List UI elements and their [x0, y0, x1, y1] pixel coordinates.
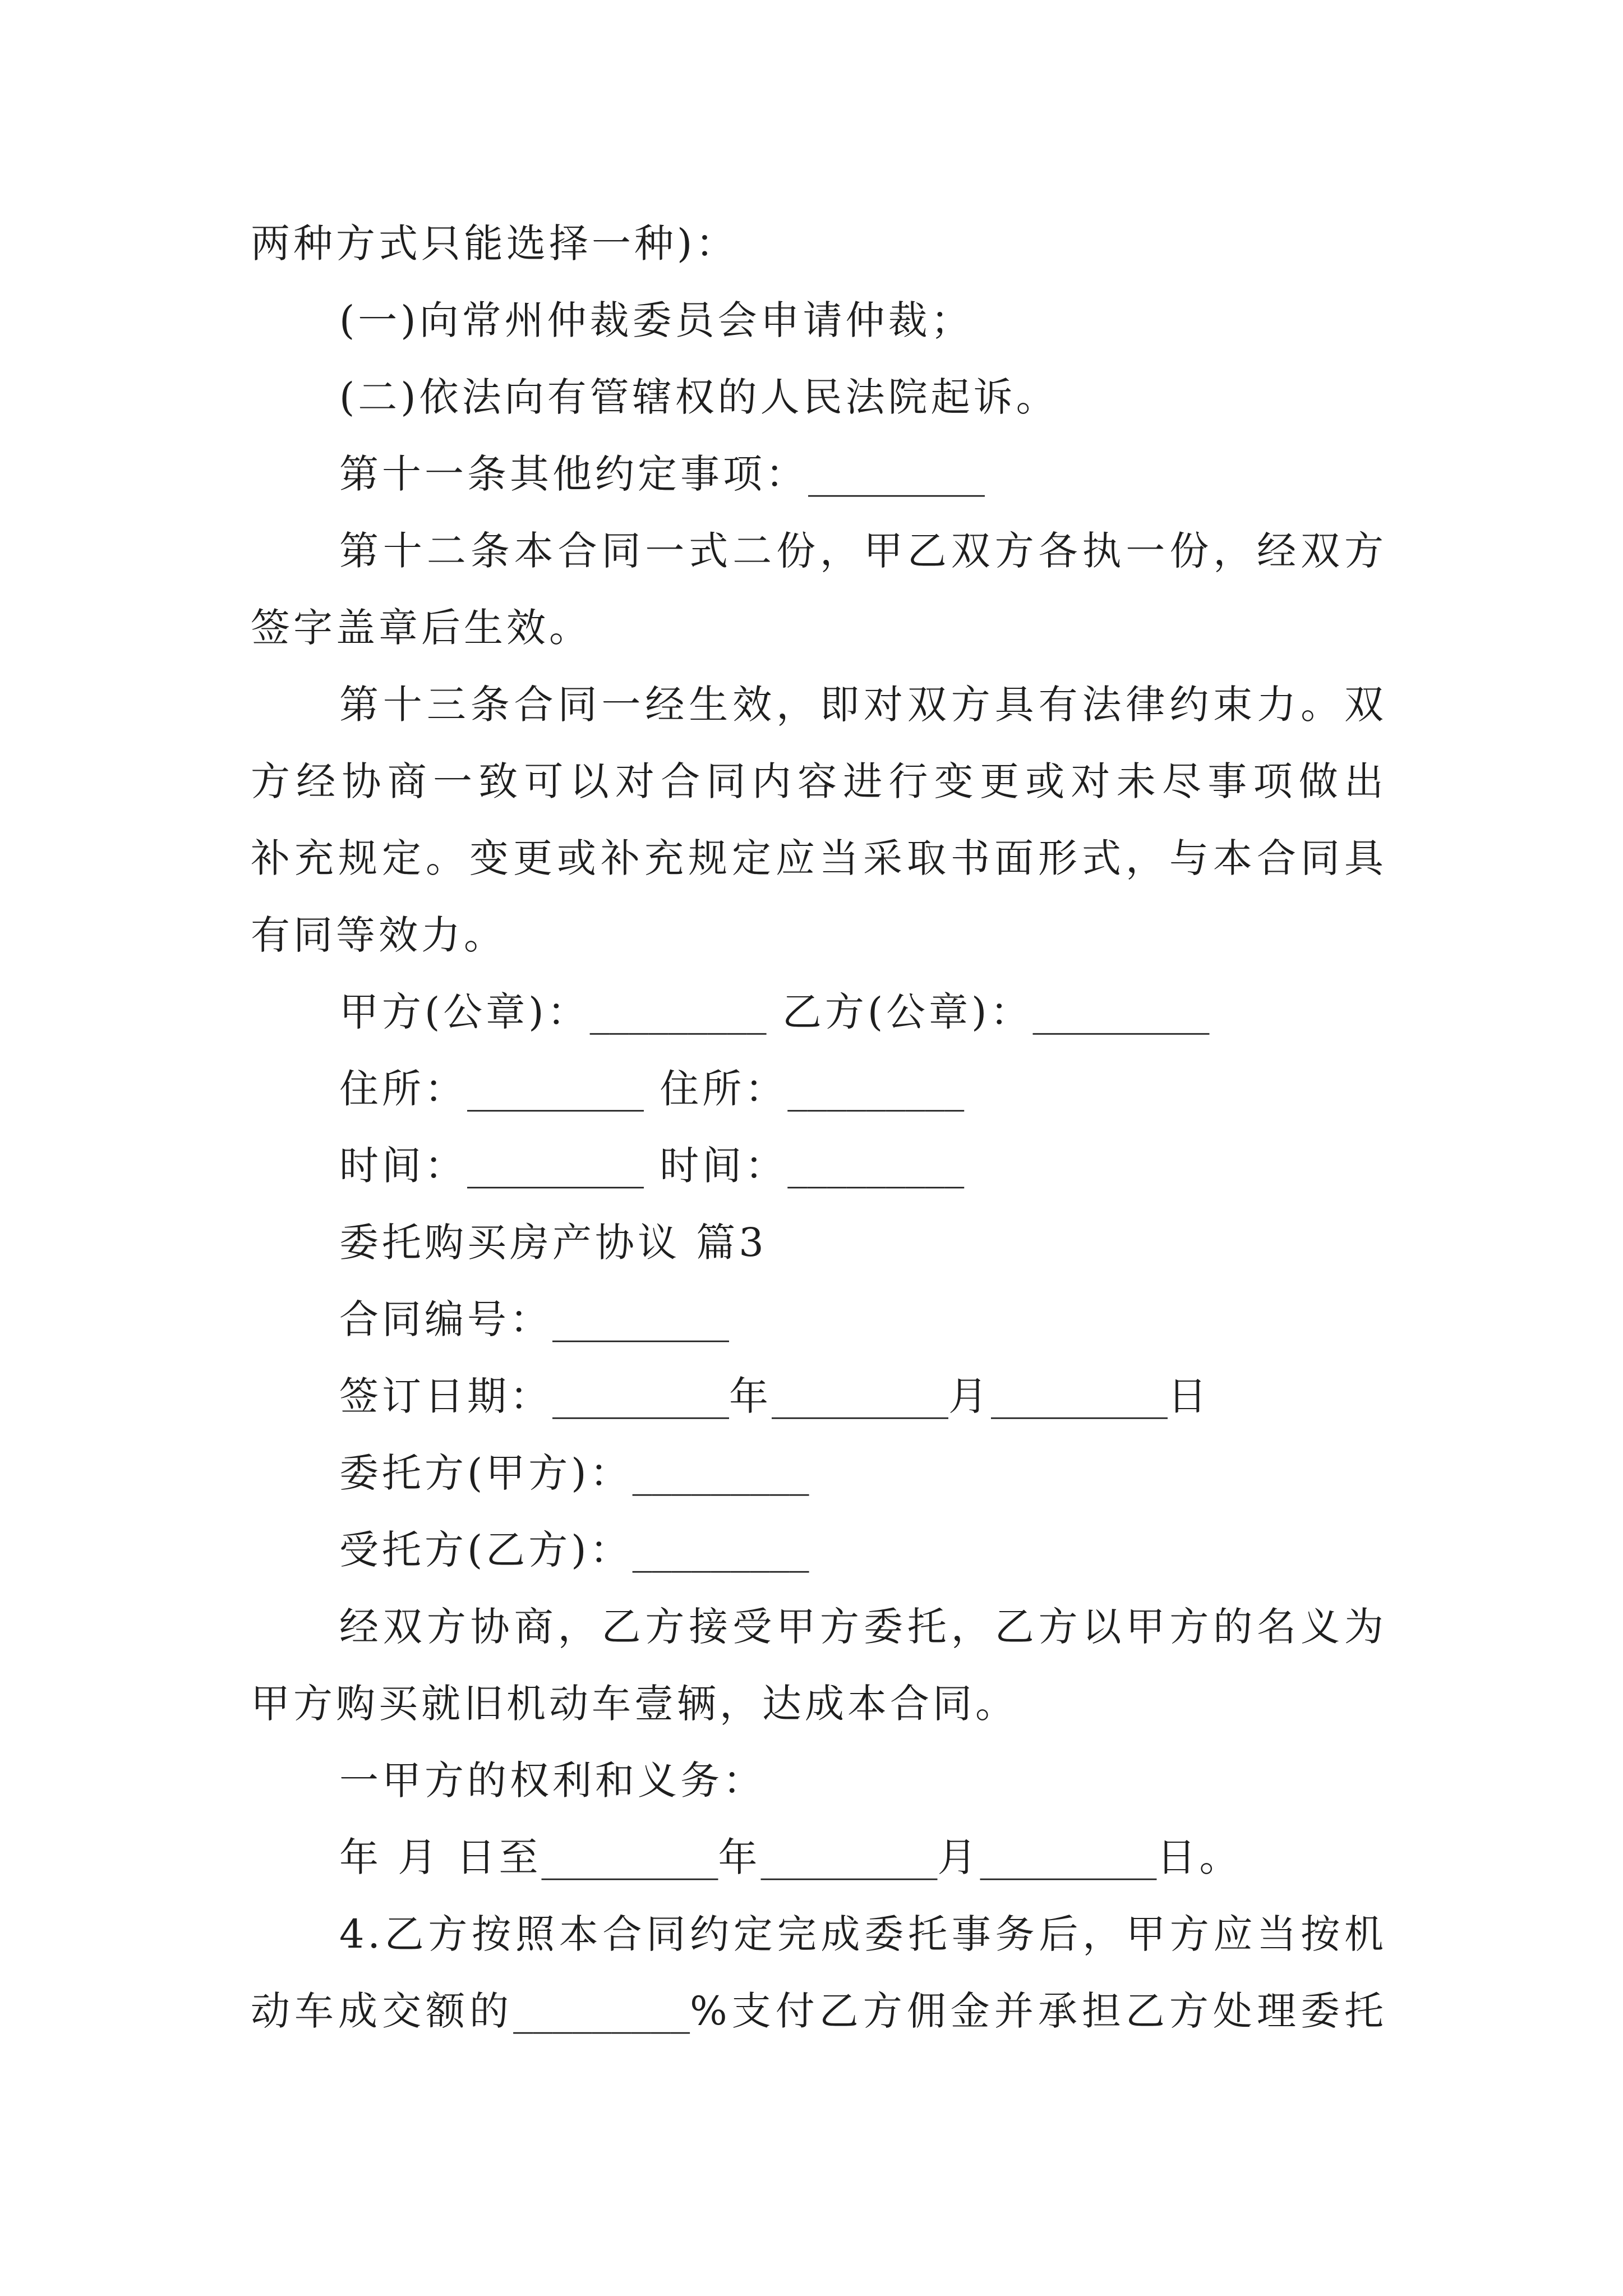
fill-in-blank: _________	[467, 1143, 644, 1189]
document-line	[251, 1896, 1387, 1973]
document-line	[251, 1589, 1387, 1665]
document-line	[251, 1973, 1387, 2050]
line-text: 补充规定。变更或补充规定应当采取书面形式，与本合同具	[251, 835, 1387, 881]
fill-in-blank: _________	[772, 1373, 948, 1419]
section-heading	[251, 1204, 1387, 1281]
line-text: 月	[948, 1373, 991, 1419]
document-line	[251, 1358, 1387, 1435]
fill-in-blank: _________	[632, 1450, 809, 1496]
line-text: 年 月 日至	[339, 1834, 542, 1880]
line-text: (一)向常州仲裁委员会申请仲裁；	[339, 297, 974, 343]
line-text: 乙方(公章)：	[766, 989, 1033, 1035]
line-text: 两种方式只能选择一种)：	[251, 220, 739, 266]
line-text: (二)依法向有管辖权的人民法院起诉。	[339, 374, 1059, 420]
line-text: 经双方协商，乙方接受甲方委托，乙方以甲方的名义为	[339, 1604, 1387, 1650]
line-text: 日。	[1156, 1834, 1242, 1880]
line-text: 动车成交额的	[251, 1988, 514, 2034]
document-line	[251, 1665, 1387, 1742]
line-text: 时间：	[339, 1143, 467, 1189]
line-text: 甲方购买就旧机动车壹辆，达成本合同。	[251, 1681, 1018, 1727]
line-text: 委托方(甲方)：	[339, 1450, 633, 1496]
fill-in-blank: _________	[808, 451, 985, 497]
document-line	[251, 1435, 1387, 1512]
line-text: 方经协商一致可以对合同内容进行变更或对未尽事项做出	[251, 758, 1387, 804]
line-text: 住所：	[339, 1066, 467, 1112]
signature-line-address	[251, 1051, 1387, 1128]
signature-line-party-seal	[251, 974, 1387, 1051]
fill-in-blank: _________	[589, 989, 767, 1035]
line-text: 委托购买房产协议 篇3	[339, 1220, 767, 1266]
document-line	[251, 743, 1387, 820]
line-text: 年	[729, 1373, 772, 1419]
document-line	[251, 590, 1387, 666]
document-page	[251, 205, 1387, 2050]
fill-in-blank: _________	[632, 1527, 809, 1573]
document-line	[251, 359, 1387, 436]
line-text: 日	[1168, 1373, 1210, 1419]
fill-in-blank: _________	[541, 1834, 718, 1880]
line-text: 第十三条合同一经生效，即对双方具有法律约束力。双	[339, 682, 1387, 728]
document-line	[251, 897, 1387, 974]
fill-in-blank: _________	[552, 1373, 729, 1419]
document-line	[251, 513, 1387, 590]
line-text: 签字盖章后生效。	[251, 605, 592, 651]
fill-in-blank: _________	[467, 1066, 644, 1112]
document-line	[251, 1742, 1387, 1819]
line-text: 月	[937, 1834, 980, 1880]
document-line	[251, 205, 1387, 282]
fill-in-blank: _________	[787, 1143, 965, 1189]
line-text: 有同等效力。	[251, 912, 506, 958]
document-line	[251, 1512, 1387, 1589]
line-text: 甲方(公章)：	[339, 989, 590, 1035]
fill-in-blank: _________	[552, 1296, 729, 1342]
line-text: 第十一条其他约定事项：	[339, 451, 808, 497]
document-line	[251, 666, 1387, 743]
signature-line-date	[251, 1128, 1387, 1204]
fill-in-blank: _________	[513, 1988, 690, 2034]
line-text: %支付乙方佣金并承担乙方处理委托	[690, 1988, 1387, 2034]
fill-in-blank: _________	[980, 1834, 1157, 1880]
line-text: 合同编号：	[339, 1296, 552, 1342]
line-text: 年	[718, 1834, 761, 1880]
document-line	[251, 820, 1387, 897]
line-text: 4.乙方按照本合同约定完成委托事务后，甲方应当按机	[339, 1911, 1387, 1957]
fill-in-blank: _________	[787, 1066, 965, 1112]
line-text: 一甲方的权利和义务：	[339, 1757, 766, 1803]
fill-in-blank: _________	[991, 1373, 1168, 1419]
line-text: 签订日期：	[339, 1373, 552, 1419]
document-line	[251, 1819, 1387, 1896]
fill-in-blank: _________	[1032, 989, 1210, 1035]
line-text: 第十二条本合同一式二份，甲乙双方各执一份，经双方	[339, 528, 1387, 574]
document-line	[251, 1281, 1387, 1358]
line-text: 住所：	[644, 1066, 788, 1112]
document-line	[251, 436, 1387, 513]
document-line	[251, 282, 1387, 359]
line-text: 时间：	[644, 1143, 788, 1189]
line-text: 受托方(乙方)：	[339, 1527, 633, 1573]
fill-in-blank: _________	[760, 1834, 938, 1880]
